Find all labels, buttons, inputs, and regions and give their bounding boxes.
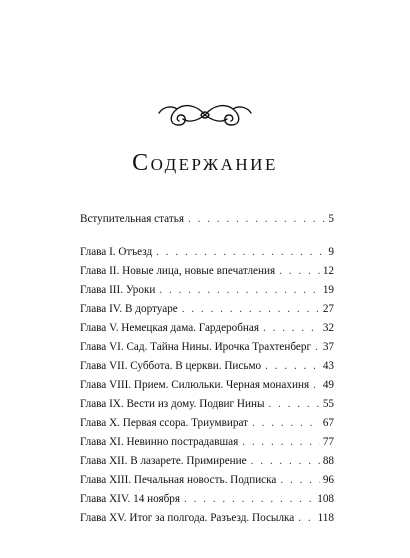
toc-entry-label: Глава I. Отъезд [80, 246, 153, 258]
scroll-flourish-icon [155, 95, 255, 135]
toc-entry-label: Глава IX. Вести из дому. Подвиг Нины [80, 398, 265, 410]
dot-leader [184, 490, 314, 509]
toc-entry-label: Глава XII. В лазарете. Примирение [80, 455, 247, 467]
toc-entry-chapter[interactable] [80, 281, 334, 300]
table-of-contents [80, 210, 334, 528]
section-gap [80, 229, 334, 243]
toc-entry-page: 88 [322, 455, 334, 467]
toc-entry-label: Глава XIII. Печальная новость. Подписка [80, 474, 277, 486]
toc-entry-page: 67 [322, 417, 334, 429]
toc-entry-chapter[interactable] [80, 243, 334, 262]
dot-leader [279, 262, 320, 281]
toc-entry-chapter[interactable] [80, 319, 334, 338]
toc-entry-label: Глава IV. В дортуаре [80, 303, 178, 315]
toc-entry-page: 96 [322, 474, 334, 486]
toc-entry-page: 118 [317, 512, 334, 524]
toc-entry-chapter[interactable] [80, 300, 334, 319]
toc-entry-page: 77 [322, 436, 334, 448]
dot-leader [313, 376, 320, 395]
toc-entry-page: 9 [328, 246, 334, 258]
dot-leader [159, 281, 319, 300]
toc-entry-page: 12 [322, 265, 334, 277]
toc-entry-chapter[interactable] [80, 262, 334, 281]
toc-entry-label: Вступительная статья [80, 213, 184, 225]
toc-entry-chapter[interactable] [80, 452, 334, 471]
dot-leader [265, 357, 320, 376]
toc-entry-page: 5 [328, 213, 334, 225]
toc-entry-chapter[interactable] [80, 376, 334, 395]
dot-leader [252, 414, 320, 433]
toc-entry-chapter[interactable] [80, 433, 334, 452]
dot-leader [315, 338, 320, 357]
toc-entry-label: Глава V. Немецкая дама. Гардеробная [80, 322, 260, 334]
toc-entry-page: 49 [322, 379, 334, 391]
toc-entry-page: 37 [322, 341, 334, 353]
toc-entry-chapter[interactable] [80, 357, 334, 376]
dot-leader [251, 452, 320, 471]
dot-leader [188, 210, 325, 229]
toc-entry-chapter[interactable] [80, 414, 334, 433]
toc-entry-label: Глава XI. Невинно пострадавшая [80, 436, 239, 448]
dot-leader [269, 395, 320, 414]
page-title: Содержание [132, 150, 278, 176]
toc-entry-label: Глава VII. Суббота. В церкви. Письмо [80, 360, 262, 372]
dot-leader [242, 433, 320, 452]
toc-entry-label: Глава XV. Итог за полгода. Разъезд. Посылка [80, 512, 295, 524]
toc-entry-label: Глава III. Уроки [80, 284, 156, 296]
toc-entry-chapter[interactable] [80, 338, 334, 357]
toc-entry-chapter[interactable] [80, 490, 334, 509]
toc-entry-page: 55 [322, 398, 334, 410]
toc-entry-label: Глава VIII. Прием. Силюльки. Черная монахиня [80, 379, 310, 391]
toc-entry-page: 27 [322, 303, 334, 315]
toc-entry-chapter[interactable] [80, 471, 334, 490]
toc-entry-label: Глава VI. Сад. Тайна Нины. Ирочка Трахтенберг [80, 341, 312, 353]
dot-leader [263, 319, 320, 338]
toc-entry-page: 32 [322, 322, 334, 334]
toc-entry-label: Глава X. Первая ссора. Триумвират [80, 417, 249, 429]
toc-entry-label: Глава II. Новые лица, новые впечатления [80, 265, 276, 277]
toc-entry-page: 19 [322, 284, 334, 296]
dot-leader [156, 243, 325, 262]
toc-entry-page: 108 [317, 493, 334, 505]
dot-leader [280, 471, 319, 490]
dot-leader [182, 300, 320, 319]
toc-entry-chapter[interactable] [80, 395, 334, 414]
dot-leader [298, 509, 314, 528]
toc-entry-intro[interactable] [80, 210, 334, 229]
toc-entry-label: Глава XIV. 14 ноября [80, 493, 181, 505]
toc-entry-chapter[interactable] [80, 509, 334, 528]
toc-entry-page: 43 [322, 360, 334, 372]
